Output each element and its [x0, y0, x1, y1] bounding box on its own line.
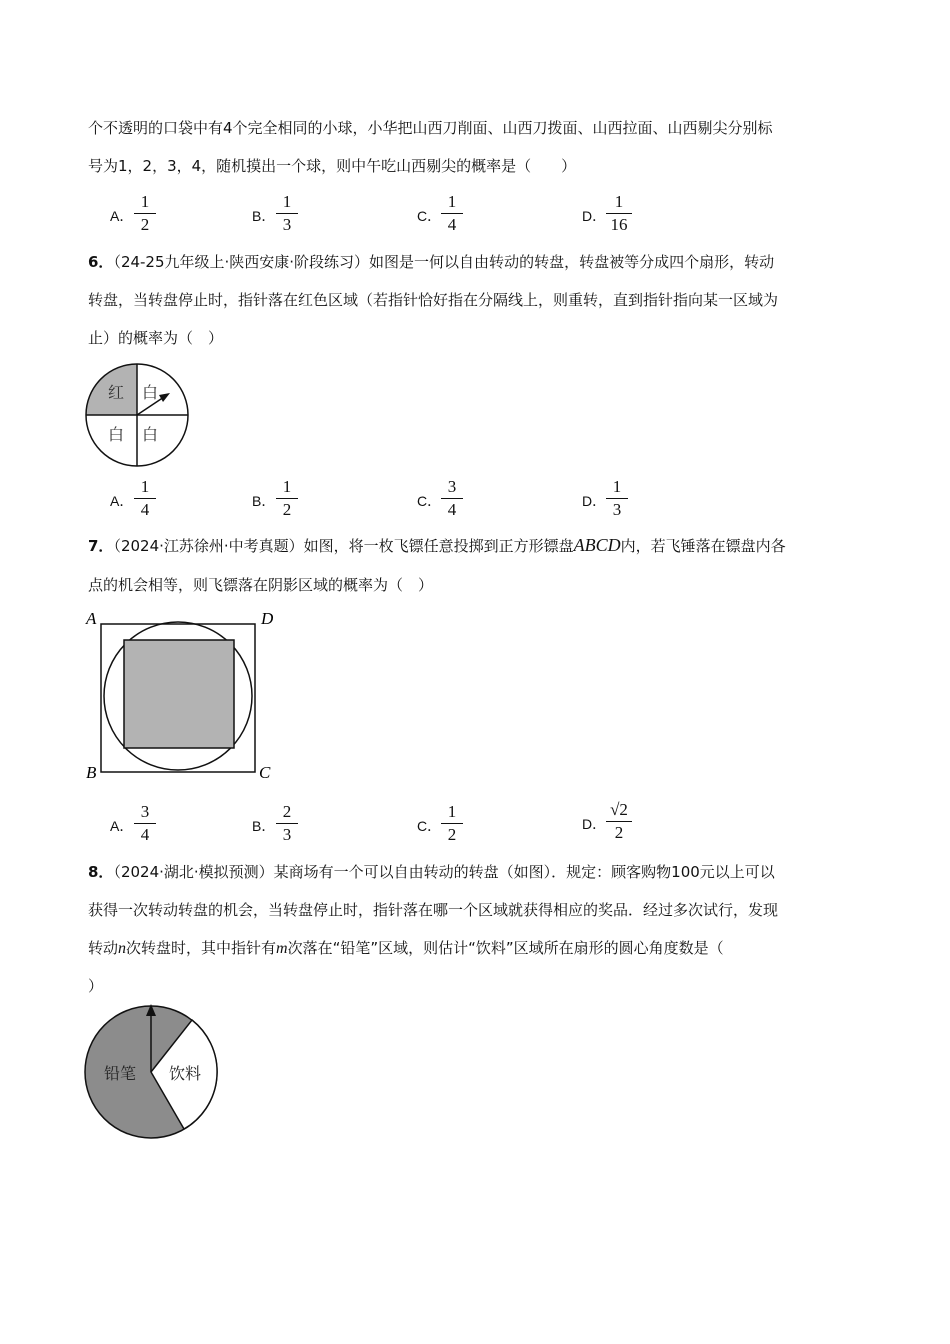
frac-num: 1: [140, 192, 150, 211]
label-white: 白: [142, 383, 159, 402]
label-drink: 饮料: [169, 1064, 202, 1083]
option-label: D．: [582, 208, 607, 224]
q8-line2: 获得一次转动转盘的机会，当转盘停止时，指针落在哪一个区域就获得相应的奖品．经过多次试行，发现: [88, 901, 779, 919]
vertex-a: A: [86, 609, 97, 628]
q8-text: 次转盘时，其中指针有: [126, 939, 277, 957]
q8-line4: ）: [88, 977, 104, 995]
q7-dartboard-figure: [82, 606, 282, 786]
q7-text: 内，若飞锤落在镖盘内各: [620, 537, 786, 555]
frac-den: 2: [614, 823, 624, 842]
q8-line1: [88, 862, 775, 882]
option-label: C．: [417, 493, 442, 509]
option-label: B．: [252, 208, 276, 224]
option-label: B．: [252, 493, 276, 509]
q8-text: （2024·湖北·模拟预测）某商场有一个可以自由转动的转盘（如图）．规定：顾客购物100元以上可以: [113, 863, 775, 881]
q5-line2: 号为1，2，3，4，随机摸出一个球，则中午吃山西剔尖的概率是（ ）: [88, 157, 577, 175]
question-number: 8．: [88, 863, 114, 881]
q8-spinner-figure: [84, 1004, 224, 1140]
vertex-b: B: [86, 763, 97, 782]
frac-den: 3: [612, 500, 622, 519]
frac-num: 3: [140, 802, 150, 821]
q7-line2: 点的机会相等，则飞镖落在阴影区域的概率为（ ）: [88, 576, 434, 594]
q8-text: 转动: [88, 939, 119, 957]
frac-den: 3: [282, 825, 292, 844]
q8-line3: [88, 938, 724, 959]
math-n: n: [118, 940, 127, 957]
label-white: 白: [108, 425, 125, 444]
label-white: 白: [142, 425, 159, 444]
math-abcd: ABCD: [573, 535, 621, 555]
q8-text: 次落在“铅笔”区域，则估计“饮料”区域所在扇形的圆心角度数是（: [287, 939, 724, 957]
frac-den: 2: [282, 500, 292, 519]
pointer-arrowhead: [159, 393, 170, 402]
q6-spinner-figure: [84, 362, 190, 468]
frac-num: 1: [282, 192, 292, 211]
frac-den: 2: [447, 825, 457, 844]
frac-den: 4: [447, 215, 457, 234]
frac-den: 16: [610, 215, 628, 234]
frac-den: 2: [140, 215, 150, 234]
frac-den: 4: [140, 825, 150, 844]
frac-num: 1: [614, 192, 624, 211]
frac-num: 1: [612, 477, 622, 496]
math-m: m: [276, 940, 288, 957]
q6-line1: [88, 252, 774, 272]
q6-line2: 转盘，当转盘停止时，指针落在红色区域（若指针恰好指在分隔线上，则重转，直到指针指向某一区域为: [88, 291, 779, 309]
option-label: D．: [582, 816, 607, 832]
question-number: 7．: [88, 537, 114, 555]
label-red: 红: [108, 383, 125, 402]
shaded-square: [124, 640, 234, 748]
frac-den: 4: [140, 500, 150, 519]
question-number: 6．: [88, 253, 114, 271]
q7-line1: [88, 535, 786, 556]
q6-text: （24-25九年级上·陕西安康·阶段练习）如图是一何以自由转动的转盘，转盘被等分成四个扇形，转动: [113, 253, 775, 271]
option-label: A．: [110, 818, 134, 834]
option-label: A．: [110, 208, 134, 224]
option-label: C．: [417, 208, 442, 224]
frac-num: 3: [447, 477, 457, 496]
label-pencil: 铅笔: [104, 1064, 137, 1083]
frac-den: 3: [282, 215, 292, 234]
option-label: D．: [582, 493, 607, 509]
vertex-c: C: [259, 763, 271, 782]
frac-den: 4: [447, 500, 457, 519]
frac-num: 1: [447, 802, 457, 821]
q6-line3: 止）的概率为（ ）: [88, 329, 224, 347]
q7-text: （2024·江苏徐州·中考真题）如图，将一枚飞镖任意投掷到正方形镖盘: [113, 537, 574, 555]
frac-num: 1: [282, 477, 292, 496]
frac-num: 1: [447, 192, 457, 211]
q5-line1: 个不透明的口袋中有4个完全相同的小球，小华把山西刀削面、山西刀拨面、山西拉面、山西剔尖分别标: [88, 119, 773, 137]
option-label: B．: [252, 818, 276, 834]
frac-num: 1: [140, 477, 150, 496]
vertex-d: D: [261, 609, 274, 628]
frac-num: 2: [282, 802, 292, 821]
option-label: A．: [110, 493, 134, 509]
frac-num: √2: [610, 800, 628, 819]
option-label: C．: [417, 818, 442, 834]
